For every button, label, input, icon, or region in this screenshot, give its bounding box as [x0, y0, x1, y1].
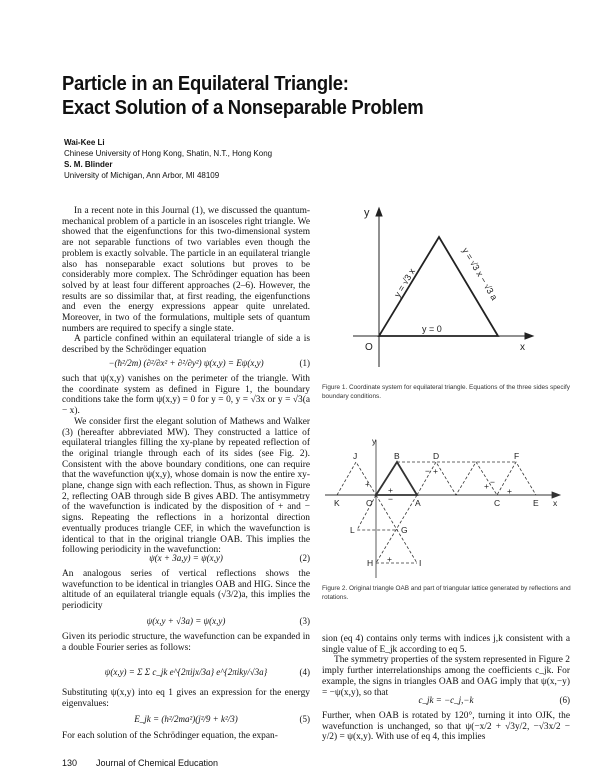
paragraph: In a recent note in this Journal (1), we discussed the quantum-mechanical problem of a particle in an isosceles right triangle. We showed that the eigenfunctions for this two-dimensional system are not separable functions of two variables even though the problem is exactly solvable. The particle in an equilateral triangle also has nonseparable exact solutions but proves to be considerably more complex. The Schrödinger equation has been solved by at least four different approaches (2–6). However, the results are so dissimilar that, at first reading, the eigenfunctions and even the energy expressions appear quite unrelated. Moreover, in two of the formulations, multiple sets of quantum numbers are required to specify a single state.	[62, 206, 310, 334]
label-x: x	[553, 498, 558, 508]
plus-sign: +	[388, 485, 393, 495]
paragraph: A particle confined within an equilateral triangle of side a is described by the Schrödinger equation	[62, 334, 310, 356]
title-line-2: Exact Solution of a Nonseparable Problem	[62, 96, 424, 119]
equation-text: ψ(x,y) = Σ Σ c_jk e^{2πijx/3a} e^{2πiky/√3a}	[104, 667, 268, 677]
label-c: C	[494, 498, 501, 508]
left-side-equation: y = √3 x	[392, 266, 418, 300]
paragraph: Substituting ψ(x,y) into eq 1 gives an expression for the energy eigenvalues:	[62, 688, 310, 709]
equation-number: (1)	[299, 358, 310, 368]
page-number: 130	[62, 758, 78, 768]
journal-name: Journal of Chemical Education	[96, 758, 219, 768]
equation-number: (2)	[299, 553, 310, 563]
axis-label-y: y	[364, 207, 370, 219]
label-i: I	[419, 558, 422, 568]
plus-sign: +	[507, 486, 512, 496]
equation-text: c_jk = −c_j,−k	[418, 695, 474, 705]
figure-2	[325, 436, 560, 578]
paragraph: An analogous series of vertical reflections shows the wavefunction to be identical in triangles OAB and HIG. Since the altitude of an equilateral triangle equals (√3/2)a, this implies the periodicity	[62, 569, 310, 612]
author-affiliation: Chinese University of Hong Kong, Shatin, N.T., Hong Kong	[64, 149, 273, 158]
equation-text: ψ(x + 3a,y) = ψ(x,y)	[149, 553, 223, 563]
equation-number: (3)	[299, 616, 310, 626]
minus-sign: −	[490, 477, 495, 487]
equation-text: ψ(x,y + √3a) = ψ(x,y)	[146, 616, 226, 626]
figure-1-caption: Figure 1. Coordinate system for equilateral triangle. Equations of the three sides specify boundary conditions.	[322, 384, 570, 400]
label-d: D	[433, 451, 440, 461]
plus-sign: +	[433, 466, 438, 476]
label-o: O	[366, 498, 373, 508]
paragraph: Given its periodic structure, the wavefunction can be expanded in a double Fourier series as follows:	[62, 632, 310, 653]
author-affiliation: University of Michigan, Ann Arbor, MI 48109	[64, 171, 220, 180]
figure-1	[353, 207, 533, 367]
right-side-equation: y = √3 x − √3 a	[460, 245, 500, 302]
paragraph: such that ψ(x,y) vanishes on the perimeter of the triangle. With the coordinate system as defined in Figure 1, the boundary conditions take the form ψ(x,y) = 0 for y = 0, y = √3x or y = √3(a − x).	[62, 374, 310, 417]
label-e: E	[533, 498, 539, 508]
label-k: K	[334, 498, 340, 508]
title-line-1: Particle in an Equilateral Triangle:	[62, 72, 349, 95]
label-j: J	[353, 451, 358, 461]
label-f: F	[514, 451, 520, 461]
minus-sign: −	[388, 494, 393, 504]
paragraph: For each solution of the Schrödinger equation, the expan-	[62, 731, 278, 741]
triangle-oab	[376, 462, 417, 495]
base-equation: y = 0	[422, 324, 442, 334]
plus-sign: +	[484, 481, 489, 491]
plus-sign: +	[387, 554, 392, 564]
paragraph: sion (eq 4) contains only terms with indices j,k consistent with a single value of E_jk according to eq 5.	[322, 634, 570, 655]
figure-2-caption: Figure 2. Original triangle OAB and part of triangular lattice generated by reflections and rotations.	[322, 585, 571, 601]
plus-sign: +	[365, 479, 370, 489]
equation-number: (4)	[299, 667, 310, 677]
equation-number: (6)	[559, 695, 570, 705]
axis-label-x: x	[520, 342, 525, 353]
y-axis-arrow-icon	[376, 208, 382, 216]
minus-sign: −	[425, 466, 430, 476]
label-g: G	[401, 525, 408, 535]
equation-text: E_jk = (h²/2ma²)(j²/9 + k²/3)	[134, 714, 238, 724]
paragraph: We consider first the elegant solution of Mathews and Walker (3) (hereafter abbreviated MW). They constructed a lattice of equilateral triangles filling the xy-plane by repeated reflection of the original triangle through each of its sides (see Fig. 2). Consistent with the above boundary conditions, one can require that the wavefunction ψ(x,y), whose domain is now the entire xy-plane, change sign with each reflection. Thus, as shown in Figure 2, reflecting OAB through side B gives ABD. The antisymmetry of the wavefunction is indicated by the disposition of + and − signs. Repeating the reflections in a horizontal direction eventually produces triangle CEF, in which the wavefunction is identical to that in the original triangle OAB. This implies the following periodicity in the wavefunction:	[62, 416, 310, 556]
lattice-lines	[337, 462, 536, 563]
label-a: A	[415, 498, 421, 508]
label-l: L	[350, 525, 355, 535]
label-b: B	[394, 451, 400, 461]
author-name: Wai-Kee Li	[64, 138, 105, 147]
equation-number: (5)	[299, 714, 310, 724]
label-h: H	[367, 558, 374, 568]
author-name: S. M. Blinder	[64, 160, 113, 169]
equation-text: −(ħ²/2m) (∂²/∂x² + ∂²/∂y²) ψ(x,y) = Eψ(x,y)	[108, 358, 264, 368]
right-column-p3	[322, 711, 570, 743]
origin-label: O	[365, 342, 373, 353]
equation-6	[322, 695, 570, 705]
paragraph: Further, when OAB is rotated by 120°, turning it into OJK, the wavefunction is unchanged, so that ψ(−x/2 + √3y/2, −√3x/2 − y/2) = ψ(x,y). With use of eq 4, this implies	[322, 711, 570, 743]
label-y: y	[372, 436, 377, 446]
x-axis-arrow-icon	[525, 333, 533, 339]
paragraph: The symmetry properties of the system represented in Figure 2 imply further interrelationships among the coefficients c_jk. For example, the signs in triangles OAB and OAG imply that ψ(x,−y) = −ψ(x,y), so that	[322, 655, 570, 698]
right-column-top	[322, 634, 570, 698]
